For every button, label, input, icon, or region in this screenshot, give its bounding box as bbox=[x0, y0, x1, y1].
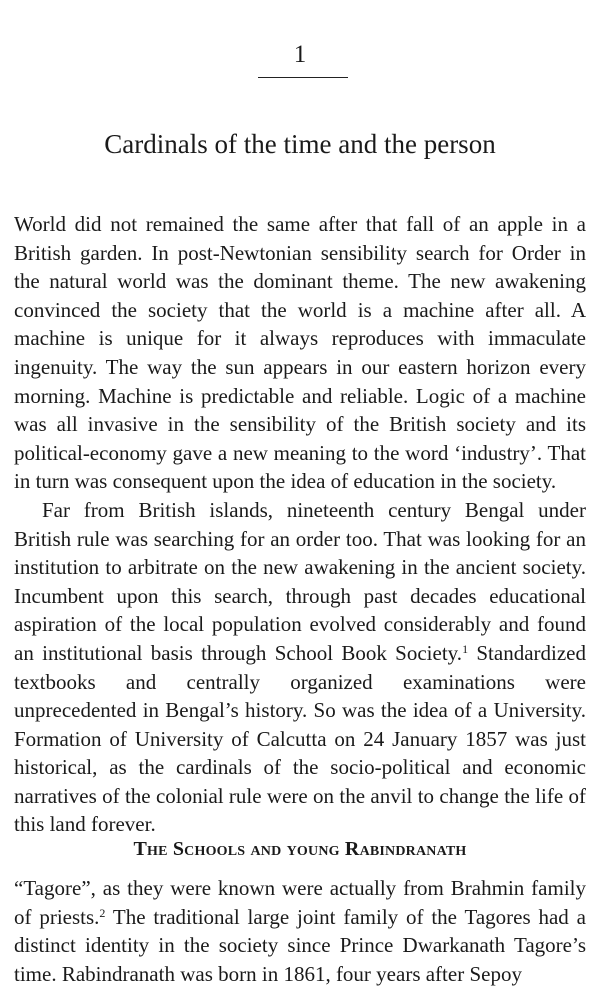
chapter-divider bbox=[258, 77, 348, 78]
body-text-block-2 bbox=[14, 874, 586, 988]
paragraph-1: World did not remained the same after that fall of an apple in a British garden. In post-Newtonian sensibility search for Order in the natural world was the dominant theme. The new awakening convinced the society that the world is a machine after all. A machine is unique for it always reproduces with immaculate ingenuity. The way the sun appears in our eastern horizon every morning. Machine is predictable and reliable. Logic of a machine was all invasive in the sensibility of the British society and its political-economy gave a new meaning to the word ‘industry’. That in turn was consequent upon the idea of education in the society. bbox=[14, 212, 586, 494]
paragraph-2-part-1: Far from British islands, nineteenth century Bengal under British rule was searching for an order too. That was looking for an institution to arbitrate on the new awakening in the ancient society. Incumbent upon this search, through past decades educational aspiration of the local population evolved considerably and found an institutional basis through School Book Society. bbox=[14, 497, 586, 665]
chapter-title: Cardinals of the time and the person bbox=[104, 129, 496, 159]
paragraph-3-part-2: The traditional large joint family of the Tagores had a distinct identity in the society since Prince Dwarkanath Tagore’s time. Rabindranath was born in 1861, four years after Sepoy bbox=[14, 904, 586, 986]
footnote-marker-1[interactable]: 1 bbox=[462, 641, 469, 656]
paragraph-3 bbox=[14, 874, 586, 988]
footnote-marker-2[interactable]: 2 bbox=[99, 905, 106, 920]
paragraph-3-part-1: “Tagore”, as they were known were actually from Brahmin family of priests. bbox=[14, 876, 586, 929]
section-heading: The Schools and young Rabindranath bbox=[133, 838, 467, 860]
body-text-block bbox=[14, 210, 586, 839]
paragraph-2 bbox=[14, 496, 586, 839]
chapter-number: 1 bbox=[293, 41, 307, 68]
paragraph-2-part-2: Standardized textbooks and centrally organized examinations were unprecedented in Bengal’s history. So was the idea of a University. Formation of University of Calcutta on 24 January 1857 was just historical, as the cardinals of the socio-political and economic narratives of the colonial rule were on the anvil to change the life of this land forever. bbox=[14, 640, 586, 837]
